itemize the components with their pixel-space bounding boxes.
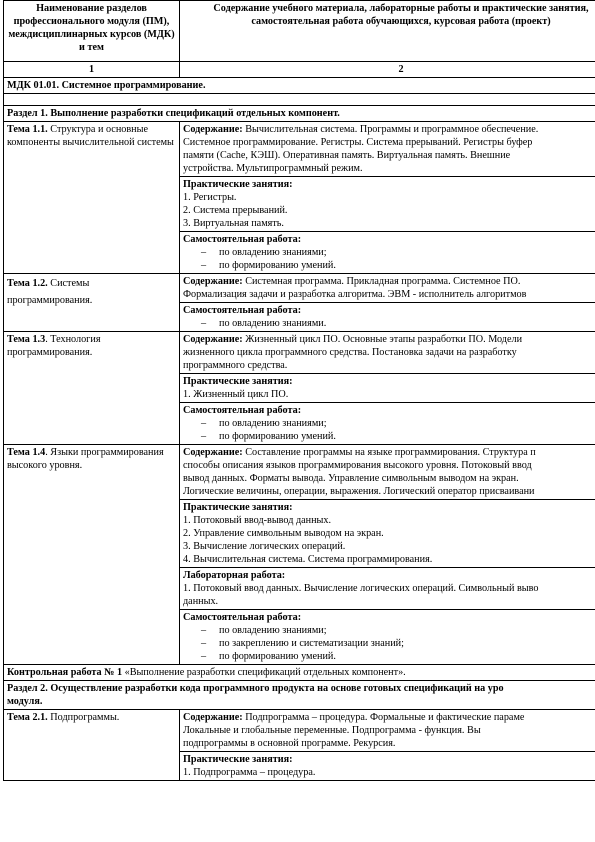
content-line: жизненного цикла программного средства. Постановка задачи на разработку xyxy=(183,347,517,358)
topic11-content xyxy=(180,122,595,177)
content-line: Вычислительная система. Программы и программное обеспечение. xyxy=(242,124,539,135)
topic-name: Подпрограммы. xyxy=(47,712,120,723)
content-line: Системная программа. Прикладная программа. Системное ПО. xyxy=(242,276,521,287)
self-item: – по формированию умений. xyxy=(201,431,336,442)
practice-item: 2. Система прерываний. xyxy=(183,205,288,216)
practice-item: 3. Вычисление логических операций. xyxy=(183,541,346,552)
topic-number: Тема 1.4 xyxy=(7,447,46,458)
topic11-self xyxy=(180,232,595,274)
control-label: Контрольная работа № 1 xyxy=(7,667,123,678)
topic14-practice xyxy=(180,500,595,568)
content-label: Содержание: xyxy=(183,334,243,345)
practice-item: 4. Вычислительная система. Система программирования. xyxy=(183,554,433,565)
topic14-self xyxy=(180,610,595,665)
content-label: Содержание: xyxy=(183,276,243,287)
topic12-self xyxy=(180,303,595,332)
practice-label: Практические занятия: xyxy=(183,754,293,765)
self-item: – по формированию умений. xyxy=(201,260,336,271)
content-label: Содержание: xyxy=(183,447,243,458)
practice-label: Практические занятия: xyxy=(183,502,293,513)
content-line: Логические величины, операции, выражения. Логический оператор присваивани xyxy=(183,486,535,497)
content-line: памяти (Cache, КЭШ). Оперативная память. Виртуальная память. Внешние xyxy=(183,150,511,161)
spacer-cell xyxy=(4,94,595,106)
control-work xyxy=(4,665,595,681)
practice-item: 1. Подпрограмма – процедура. xyxy=(183,767,316,778)
topic21-title xyxy=(4,710,180,781)
self-label: Самостоятельная работа: xyxy=(183,305,302,316)
section-row xyxy=(4,106,595,122)
practice-item: 1. Регистры. xyxy=(183,192,237,203)
header-col1: Наименование разделов профессионального модуля (ПМ), междисциплинарных курсов (МДК) и тем xyxy=(4,1,180,62)
practice-item: 1. Жизненный цикл ПО. xyxy=(183,389,289,400)
topic12-content xyxy=(180,274,595,303)
content-label: Содержание: xyxy=(183,124,243,135)
self-item: – по овладению знаниями. xyxy=(201,318,327,329)
topic-row xyxy=(4,445,595,500)
topic-row xyxy=(4,122,595,177)
topic-row xyxy=(4,274,595,303)
header-num2: 2 xyxy=(180,62,595,78)
content-line: Формализация задачи и разработка алгоритма. ЭВМ - исполнитель алгоритмов xyxy=(183,289,527,300)
topic-row xyxy=(4,710,595,752)
empty-row xyxy=(4,94,595,106)
section2-line: Раздел 2. Осуществление разработки кода программного продукта на основе готовых спецификаций на уро xyxy=(7,683,504,694)
topic14-lab xyxy=(180,568,595,610)
section2-line: модуля. xyxy=(7,696,43,707)
section1-title: Раздел 1. Выполнение разработки спецификаций отдельных компонент. xyxy=(4,106,595,122)
content-line: программного средства. xyxy=(183,360,288,371)
topic-number: Тема 2.1. xyxy=(7,712,48,723)
lab-label: Лабораторная работа: xyxy=(183,570,286,581)
topic13-self xyxy=(180,403,595,445)
curriculum-table xyxy=(3,0,595,781)
self-item: – по формированию умений. xyxy=(201,651,336,662)
topic-number: Тема 1.3 xyxy=(7,334,46,345)
self-item: – по овладению знаниями; xyxy=(201,418,327,429)
topic14-content xyxy=(180,445,595,500)
section-row xyxy=(4,681,595,710)
topic21-practice xyxy=(180,752,595,781)
control-row xyxy=(4,665,595,681)
content-line: Подпрограмма – процедура. Формальные и фактические параме xyxy=(242,712,525,723)
topic-number: Тема 1.2. xyxy=(7,278,48,289)
topic-name: . Технология программирования. xyxy=(7,334,101,358)
topic13-practice xyxy=(180,374,595,403)
content-label: Содержание: xyxy=(183,712,243,723)
practice-label: Практические занятия: xyxy=(183,179,293,190)
content-line: вывод данных. Форматы вывода. Управление символьным выводом на экран. xyxy=(183,473,519,484)
self-item: – по закреплению и систематизации знаний; xyxy=(201,638,404,649)
self-item: – по овладению знаниями; xyxy=(201,625,327,636)
content-line: устройства. Мультипрограммный режим. xyxy=(183,163,363,174)
topic-number: Тема 1.1. xyxy=(7,124,48,135)
practice-item: 3. Виртуальная память. xyxy=(183,218,284,229)
header-num1: 1 xyxy=(4,62,180,78)
mdk-row xyxy=(4,78,595,94)
practice-label: Практические занятия: xyxy=(183,376,293,387)
section2-title xyxy=(4,681,595,710)
topic13-title xyxy=(4,332,180,445)
lab-item: данных. xyxy=(183,596,219,607)
topic-row xyxy=(4,332,595,374)
lab-item: 1. Потоковый ввод данных. Вычисление логических операций. Символьный выво xyxy=(183,583,539,594)
topic-name: . Языки программирования высокого уровня. xyxy=(7,447,164,471)
self-label: Самостоятельная работа: xyxy=(183,405,302,416)
content-line: Локальные и глобальные переменные. Подпрограмма - функция. Вы xyxy=(183,725,481,736)
mdk-title: МДК 01.01. Системное программирование. xyxy=(4,78,595,94)
content-line: Составление программы на языке программирования. Структура п xyxy=(242,447,536,458)
content-line: Жизненный цикл ПО. Основные этапы разработки ПО. Модели xyxy=(242,334,523,345)
topic13-content xyxy=(180,332,595,374)
content-line: способы описания языков программирования высокого уровня. Потоковый ввод xyxy=(183,460,532,471)
control-text: «Выполнение разработки спецификаций отдельных компонент». xyxy=(122,667,406,678)
topic12-title xyxy=(4,274,180,332)
self-item: – по овладению знаниями; xyxy=(201,247,327,258)
topic14-title xyxy=(4,445,180,665)
self-label: Самостоятельная работа: xyxy=(183,612,302,623)
content-line: подпрограммы в основной программе. Рекурсия. xyxy=(183,738,396,749)
self-label: Самостоятельная работа: xyxy=(183,234,302,245)
topic-name: Структура и основные компоненты вычислительной системы xyxy=(7,124,174,148)
header-col2: Содержание учебного материала, лабораторные работы и практические занятия, самостоятельная работа обучающихся, курсовая работа (проект) xyxy=(180,1,595,62)
topic11-title xyxy=(4,122,180,274)
topic21-content xyxy=(180,710,595,752)
table-header-row xyxy=(4,1,595,62)
practice-item: 1. Потоковый ввод-вывод данных. xyxy=(183,515,332,526)
practice-item: 2. Управление символьным выводом на экран. xyxy=(183,528,384,539)
table-number-row xyxy=(4,62,595,78)
topic-name: Системы программирования. xyxy=(7,278,93,306)
content-line: Системное программирование. Регистры. Система прерываний. Регистры буфер xyxy=(183,137,533,148)
topic11-practice xyxy=(180,177,595,232)
